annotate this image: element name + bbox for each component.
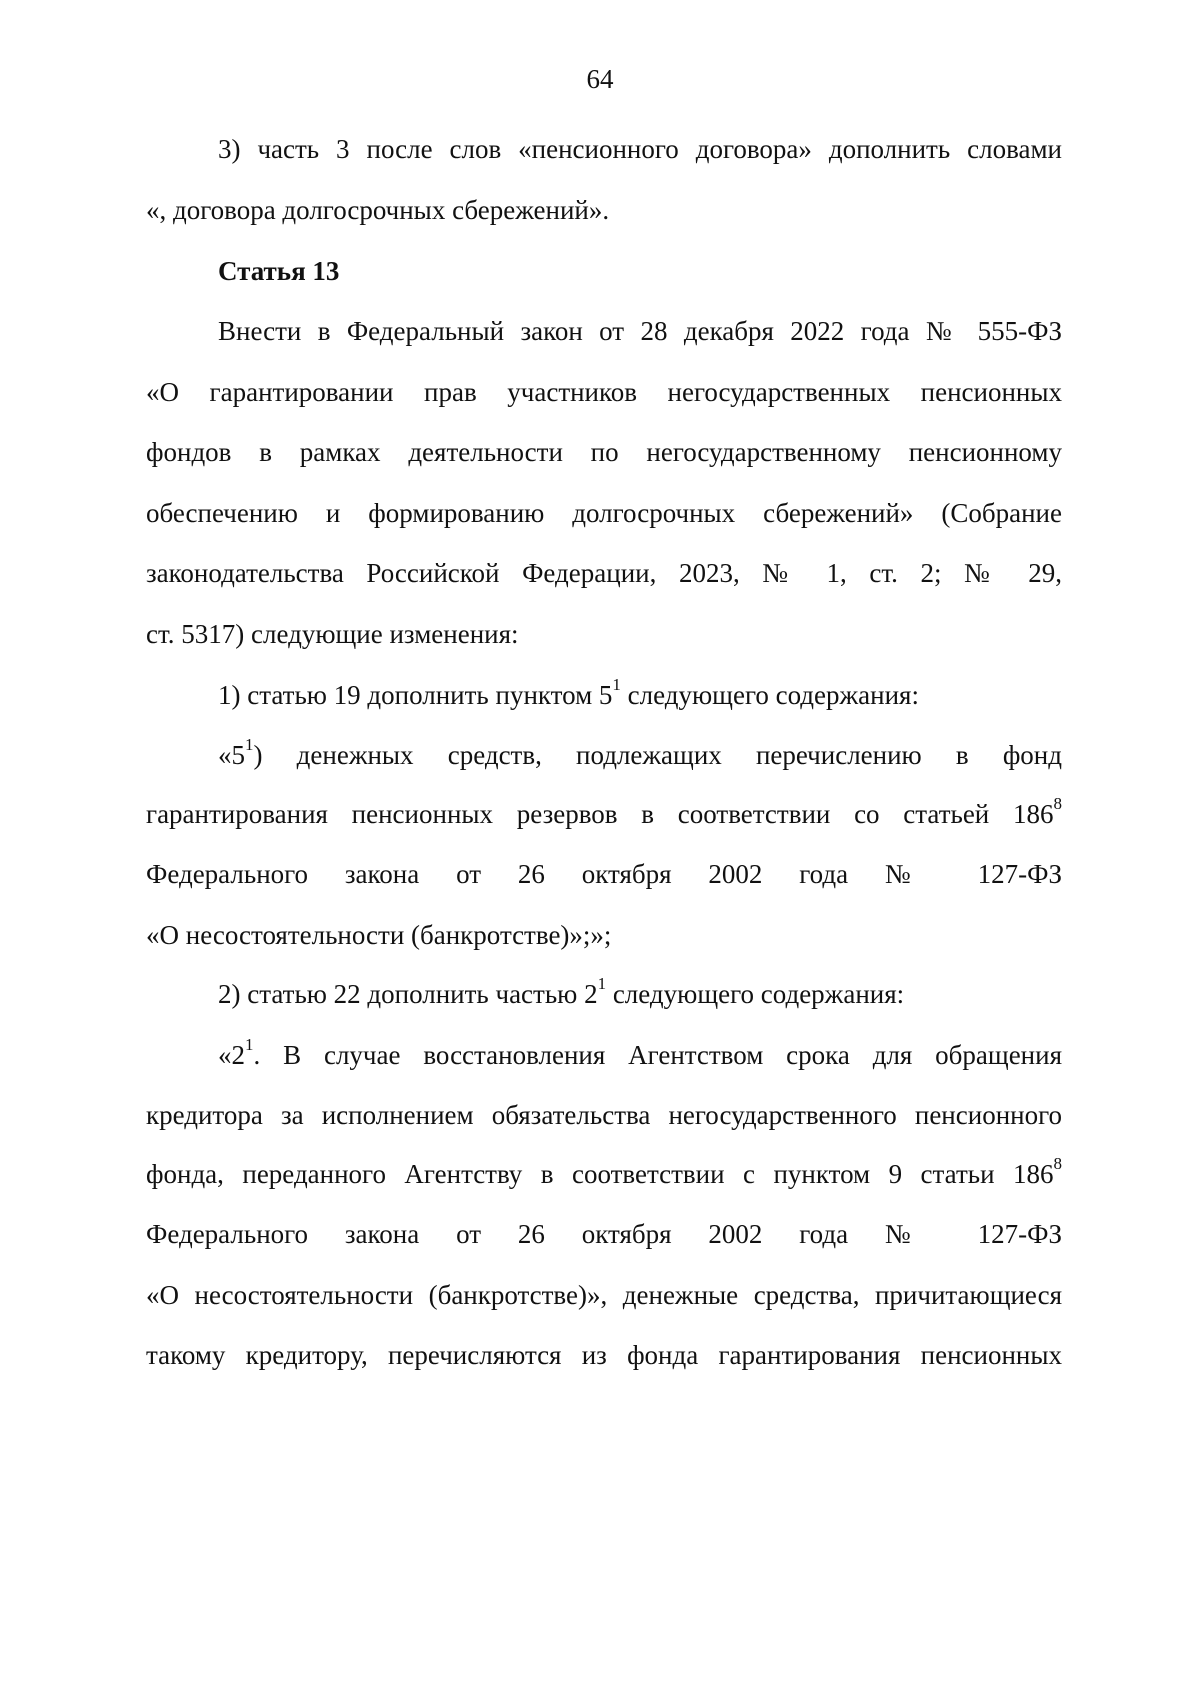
text-line: «О несостоятельности (банкротстве)»;»;: [146, 920, 612, 950]
text-line: такому кредитору, перечисляются из фонда гарантирования пенсионных: [146, 1340, 1062, 1370]
text-line: [218, 974, 1062, 1011]
text-line: [218, 675, 1062, 712]
text-line: фондов в рамках деятельности по негосударственному пенсионному: [146, 437, 1062, 467]
text-fragment: «5: [218, 740, 245, 770]
text-line: [218, 1035, 1062, 1072]
text-fragment: гарантирования пенсионных резервов в соответствии со статьей 186: [146, 799, 1054, 829]
superscript: 1: [612, 675, 621, 694]
superscript: 1: [245, 1035, 254, 1054]
text-line: «О несостоятельности (банкротстве)», денежные средства, причитающиеся: [146, 1280, 1062, 1310]
text-line: кредитора за исполнением обязательства негосударственного пенсионного: [146, 1100, 1062, 1130]
text-line: Федерального закона от 26 октября 2002 года № 127-ФЗ: [146, 1219, 1062, 1249]
text-fragment: следующего содержания:: [620, 680, 919, 710]
text-fragment: фонда, переданного Агентству в соответствии с пунктом 9 статьи 186: [146, 1159, 1054, 1189]
text-fragment: «2: [218, 1040, 245, 1070]
text-line: обеспечению и формированию долгосрочных сбережений» (Собрание: [146, 498, 1062, 528]
text-line: «О гарантировании прав участников негосударственных пенсионных: [146, 377, 1062, 407]
text-line: [146, 794, 1062, 831]
text-fragment: следующего содержания:: [606, 979, 905, 1009]
superscript: 8: [1053, 1154, 1062, 1173]
page-number: 64: [586, 64, 614, 94]
text-line: законодательства Российской Федерации, 2023, № 1, ст. 2; № 29,: [146, 558, 1062, 588]
text-fragment: ) денежных средств, подлежащих перечислению в фонд: [253, 740, 1062, 770]
text-line: «, договора долгосрочных сбережений».: [146, 195, 610, 225]
text-line: Внести в Федеральный закон от 28 декабря 2022 года № 555-ФЗ: [218, 316, 1062, 346]
superscript: 1: [597, 974, 607, 993]
text-line: [218, 735, 1062, 772]
text-line: [146, 1154, 1062, 1191]
superscript: 8: [1053, 794, 1062, 813]
text-line: ст. 5317) следующие изменения:: [146, 619, 519, 649]
text-line: 3) часть 3 после слов «пенсионного договора» дополнить словами: [218, 134, 1062, 164]
article-heading: Статья 13: [218, 256, 340, 286]
superscript: 1: [245, 735, 254, 754]
text-line: Федерального закона от 26 октября 2002 года № 127-ФЗ: [146, 859, 1062, 889]
text-fragment: . В случае восстановления Агентством срока для обращения: [253, 1040, 1062, 1070]
text-fragment: 1) статью 19 дополнить пунктом 5: [218, 680, 613, 710]
text-fragment: 2) статью 22 дополнить частью 2: [218, 979, 598, 1009]
